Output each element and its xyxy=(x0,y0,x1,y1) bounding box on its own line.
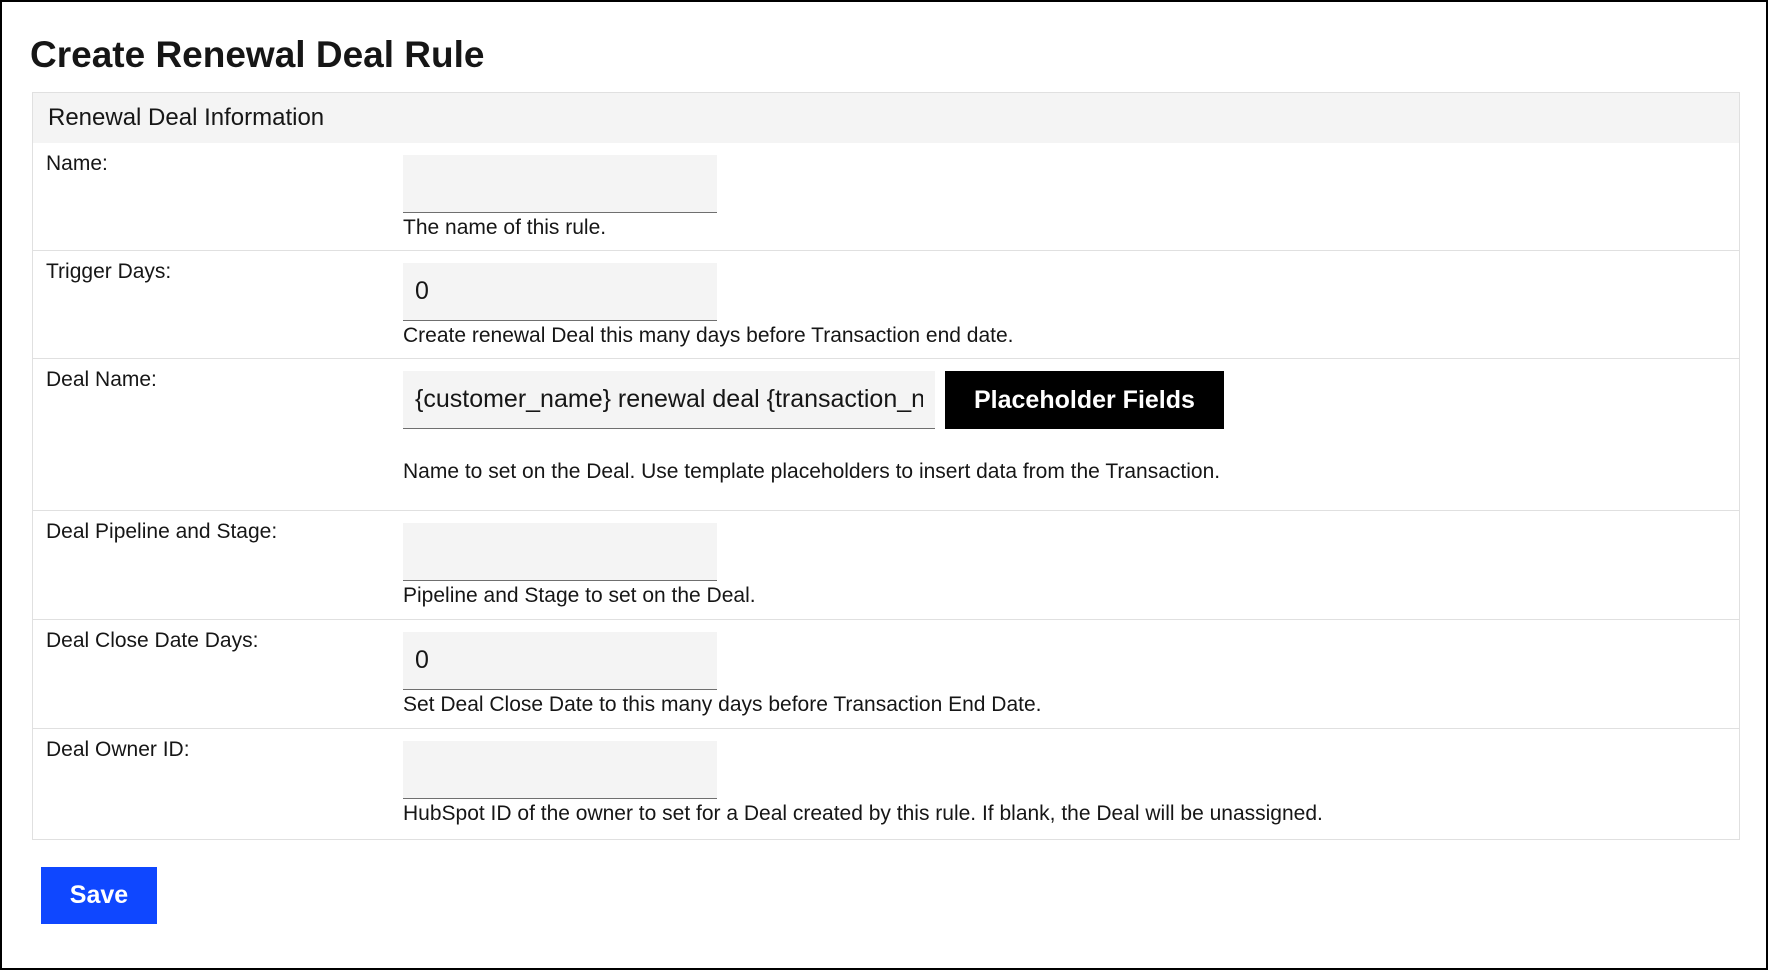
deal-name-input[interactable] xyxy=(403,371,935,429)
row-name xyxy=(33,143,1739,251)
trigger-days-label: Trigger Days: xyxy=(46,260,172,283)
row-close-date-days xyxy=(33,620,1739,729)
trigger-days-field-group xyxy=(403,263,1014,349)
placeholder-fields-button[interactable]: Placeholder Fields xyxy=(945,371,1224,429)
name-field-group xyxy=(403,155,717,241)
renewal-deal-form xyxy=(32,92,1740,840)
name-help-text: The name of this rule. xyxy=(403,216,607,239)
name-label: Name: xyxy=(46,152,108,175)
owner-id-input[interactable] xyxy=(403,741,717,799)
row-owner-id xyxy=(33,729,1739,837)
name-input[interactable] xyxy=(403,155,717,213)
row-trigger-days xyxy=(33,251,1739,359)
close-date-days-label: Deal Close Date Days: xyxy=(46,629,259,652)
owner-id-field-group xyxy=(403,741,1323,827)
page-title: Create Renewal Deal Rule xyxy=(30,34,485,75)
section-header: Renewal Deal Information xyxy=(33,93,1739,143)
trigger-days-input[interactable] xyxy=(403,263,717,321)
row-pipeline-stage xyxy=(33,511,1739,620)
pipeline-stage-label: Deal Pipeline and Stage: xyxy=(46,520,278,543)
deal-name-help-text: Name to set on the Deal. Use template placeholders to insert data from the Transaction. xyxy=(403,460,1221,483)
pipeline-stage-help-text: Pipeline and Stage to set on the Deal. xyxy=(403,584,756,607)
owner-id-help-text: HubSpot ID of the owner to set for a Deal created by this rule. If blank, the Deal will be unassigned. xyxy=(403,802,1323,825)
pipeline-stage-field-group xyxy=(403,523,756,609)
trigger-days-help-text: Create renewal Deal this many days before Transaction end date. xyxy=(403,324,1014,347)
deal-name-label: Deal Name: xyxy=(46,368,157,391)
pipeline-stage-input[interactable] xyxy=(403,523,717,581)
row-deal-name xyxy=(33,359,1739,511)
close-date-days-help-text: Set Deal Close Date to this many days before Transaction End Date. xyxy=(403,693,1042,716)
deal-name-input-line xyxy=(403,371,1224,429)
close-date-days-field-group xyxy=(403,632,1042,718)
close-date-days-input[interactable] xyxy=(403,632,717,690)
deal-name-field-group xyxy=(403,371,1224,485)
owner-id-label: Deal Owner ID: xyxy=(46,738,190,761)
save-button[interactable]: Save xyxy=(41,867,157,924)
